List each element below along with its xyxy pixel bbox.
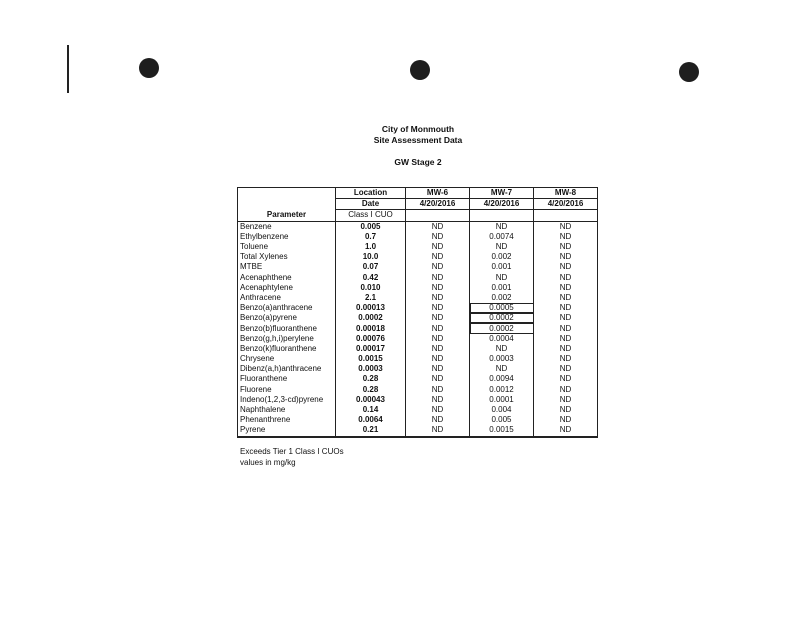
parameter-cell: Acenaphtylene <box>238 283 336 293</box>
parameter-cell: Benzo(a)anthracene <box>238 303 336 313</box>
parameter-cell: Benzo(a)pyrene <box>238 313 336 323</box>
mw6-cell: ND <box>406 273 470 283</box>
well-date-mw6: 4/20/2016 <box>406 199 470 210</box>
mw7-cell: 0.0002 <box>470 323 534 333</box>
table-row <box>238 293 598 303</box>
punch-hole-right <box>679 62 699 82</box>
mw8-cell: ND <box>534 232 598 242</box>
punch-hole-center <box>410 60 430 80</box>
mw8-cell: ND <box>534 344 598 354</box>
mw6-cell: ND <box>406 334 470 344</box>
mw7-cell: ND <box>470 344 534 354</box>
parameter-cell: MTBE <box>238 262 336 272</box>
mw6-cell: ND <box>406 293 470 303</box>
cuo-cell: 10.0 <box>336 252 406 262</box>
parameter-cell: Dibenz(a,h)anthracene <box>238 364 336 374</box>
parameter-cell: Benzene <box>238 221 336 232</box>
mw7-cell: 0.004 <box>470 405 534 415</box>
header-blank <box>238 199 336 210</box>
header-row-parameter <box>238 210 598 221</box>
mw8-cell: ND <box>534 354 598 364</box>
mw7-cell: 0.0074 <box>470 232 534 242</box>
mw8-cell: ND <box>534 385 598 395</box>
cuo-cell: 0.00076 <box>336 334 406 344</box>
mw6-cell: ND <box>406 385 470 395</box>
mw8-cell: ND <box>534 293 598 303</box>
header-blank <box>470 210 534 221</box>
punch-hole-left <box>139 58 159 78</box>
mw7-cell: 0.0094 <box>470 374 534 384</box>
mw6-cell: ND <box>406 395 470 405</box>
mw6-cell: ND <box>406 344 470 354</box>
cuo-cell: 0.005 <box>336 221 406 232</box>
cuo-cell: 0.21 <box>336 425 406 436</box>
cuo-cell: 0.00013 <box>336 303 406 313</box>
mw6-cell: ND <box>406 242 470 252</box>
mw7-cell: 0.005 <box>470 415 534 425</box>
header-blank <box>534 210 598 221</box>
well-date-mw7: 4/20/2016 <box>470 199 534 210</box>
mw6-cell: ND <box>406 313 470 323</box>
parameter-cell: Fluoranthene <box>238 374 336 384</box>
mw7-cell: ND <box>470 242 534 252</box>
parameter-cell: Pyrene <box>238 425 336 436</box>
margin-line <box>67 45 69 93</box>
mw6-cell: ND <box>406 354 470 364</box>
cuo-cell: 0.14 <box>336 405 406 415</box>
header-blank <box>238 188 336 199</box>
mw6-cell: ND <box>406 374 470 384</box>
table-row <box>238 364 598 374</box>
cuo-cell: 2.1 <box>336 293 406 303</box>
table-row <box>238 323 598 333</box>
parameter-cell: Toluene <box>238 242 336 252</box>
parameter-cell: Benzo(k)fluoranthene <box>238 344 336 354</box>
parameter-cell: Ethylbenzene <box>238 232 336 242</box>
mw6-cell: ND <box>406 303 470 313</box>
mw6-cell: ND <box>406 364 470 374</box>
mw8-cell: ND <box>534 273 598 283</box>
mw8-cell: ND <box>534 323 598 333</box>
parameter-cell: Benzo(g,h,i)perylene <box>238 334 336 344</box>
mw6-cell: ND <box>406 221 470 232</box>
mw7-cell: ND <box>470 221 534 232</box>
parameter-cell: Naphthalene <box>238 405 336 415</box>
cuo-cell: 0.07 <box>336 262 406 272</box>
table-row <box>238 334 598 344</box>
parameter-cell: Fluorene <box>238 385 336 395</box>
table-row <box>238 405 598 415</box>
mw8-cell: ND <box>534 313 598 323</box>
parameter-cell: Anthracene <box>238 293 336 303</box>
mw8-cell: ND <box>534 221 598 232</box>
parameter-cell: Chrysene <box>238 354 336 364</box>
table-row <box>238 221 598 232</box>
cuo-cell: 1.0 <box>336 242 406 252</box>
location-label: Location <box>336 188 406 199</box>
mw8-cell: ND <box>534 262 598 272</box>
mw7-cell: 0.002 <box>470 293 534 303</box>
cuo-cell: 0.42 <box>336 273 406 283</box>
table-row <box>238 262 598 272</box>
mw8-cell: ND <box>534 283 598 293</box>
mw7-cell: 0.0003 <box>470 354 534 364</box>
mw7-cell: 0.0004 <box>470 334 534 344</box>
parameter-cell: Indeno(1,2,3-cd)pyrene <box>238 395 336 405</box>
table-row <box>238 344 598 354</box>
table-row <box>238 395 598 405</box>
exceeds-legend: Exceeds Tier 1 Class I CUOs <box>240 447 344 456</box>
mw7-cell: 0.0015 <box>470 425 534 436</box>
table-row <box>238 242 598 252</box>
mw7-cell: 0.0001 <box>470 395 534 405</box>
table-row <box>238 283 598 293</box>
mw7-cell: 0.0012 <box>470 385 534 395</box>
table-row <box>238 232 598 242</box>
header-row-date <box>238 199 598 210</box>
mw8-cell: ND <box>534 364 598 374</box>
table-row <box>238 374 598 384</box>
cuo-cell: 0.0002 <box>336 313 406 323</box>
table-row <box>238 385 598 395</box>
header-blank <box>406 210 470 221</box>
cuo-cell: 0.28 <box>336 385 406 395</box>
mw6-cell: ND <box>406 425 470 436</box>
table-row <box>238 425 598 436</box>
table-row <box>238 354 598 364</box>
mw8-cell: ND <box>534 395 598 405</box>
cuo-cell: 0.0064 <box>336 415 406 425</box>
parameter-cell: Acenaphthene <box>238 273 336 283</box>
mw6-cell: ND <box>406 415 470 425</box>
date-label: Date <box>336 199 406 210</box>
table-row <box>238 303 598 313</box>
mw7-cell: ND <box>470 364 534 374</box>
mw7-cell: 0.0005 <box>470 303 534 313</box>
cuo-cell: 0.0015 <box>336 354 406 364</box>
mw6-cell: ND <box>406 232 470 242</box>
well-date-mw8: 4/20/2016 <box>534 199 598 210</box>
mw8-cell: ND <box>534 334 598 344</box>
mw6-cell: ND <box>406 283 470 293</box>
parameter-cell: Benzo(b)fluoranthene <box>238 323 336 333</box>
mw8-cell: ND <box>534 374 598 384</box>
table-row <box>238 273 598 283</box>
document-title: City of Monmouth <box>381 124 455 134</box>
cuo-cell: 0.0003 <box>336 364 406 374</box>
mw7-cell: 0.001 <box>470 283 534 293</box>
table-row <box>238 252 598 262</box>
mw8-cell: ND <box>534 425 598 436</box>
header-row-location <box>238 188 598 199</box>
units-note: values in mg/kg <box>240 458 296 467</box>
mw6-cell: ND <box>406 262 470 272</box>
document-subtitle: Site Assessment Data <box>373 135 463 145</box>
mw7-cell: ND <box>470 273 534 283</box>
well-name-mw7: MW-7 <box>470 188 534 199</box>
table-row <box>238 415 598 425</box>
mw8-cell: ND <box>534 252 598 262</box>
parameter-cell: Total Xylenes <box>238 252 336 262</box>
well-name-mw8: MW-8 <box>534 188 598 199</box>
well-name-mw6: MW-6 <box>406 188 470 199</box>
table-row <box>238 313 598 323</box>
mw7-cell: 0.0002 <box>470 313 534 323</box>
cuo-cell: 0.7 <box>336 232 406 242</box>
cuo-cell: 0.00043 <box>336 395 406 405</box>
mw7-cell: 0.001 <box>470 262 534 272</box>
cuo-cell: 0.00018 <box>336 323 406 333</box>
cuo-label: Class I CUO <box>336 210 406 221</box>
mw8-cell: ND <box>534 242 598 252</box>
cuo-cell: 0.010 <box>336 283 406 293</box>
assessment-table <box>237 187 598 438</box>
stage-title: GW Stage 2 <box>394 157 442 167</box>
parameter-label: Parameter <box>238 210 336 221</box>
mw6-cell: ND <box>406 252 470 262</box>
mw8-cell: ND <box>534 415 598 425</box>
cuo-cell: 0.28 <box>336 374 406 384</box>
mw7-cell: 0.002 <box>470 252 534 262</box>
parameter-cell: Phenanthrene <box>238 415 336 425</box>
mw6-cell: ND <box>406 405 470 415</box>
mw8-cell: ND <box>534 405 598 415</box>
mw8-cell: ND <box>534 303 598 313</box>
mw6-cell: ND <box>406 323 470 333</box>
cuo-cell: 0.00017 <box>336 344 406 354</box>
